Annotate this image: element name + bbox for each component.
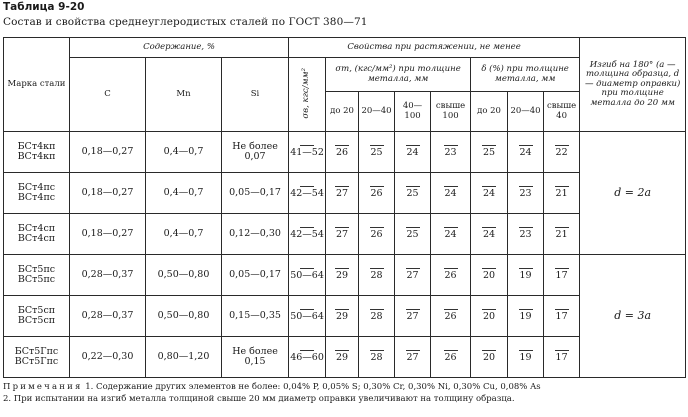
dash-mark bbox=[482, 309, 496, 310]
sigma-b-header bbox=[289, 58, 326, 132]
sigma-t-cell bbox=[395, 173, 431, 214]
grade-cell bbox=[4, 337, 70, 378]
dash-mark bbox=[335, 227, 349, 228]
sigma-t-cell bbox=[395, 337, 431, 378]
grade-name: БСт4кп bbox=[17, 140, 56, 152]
grade-name: БСт5Гпс bbox=[14, 345, 59, 357]
silicon-cell: Не более 0,07 bbox=[222, 132, 289, 173]
sigma-t-value: 28 bbox=[370, 270, 383, 282]
dash-mark bbox=[482, 227, 496, 228]
sigma-t-cell bbox=[431, 255, 471, 296]
thickness-header: 40—100 bbox=[395, 92, 431, 132]
delta-cell bbox=[544, 337, 580, 378]
dash-mark bbox=[406, 268, 420, 269]
sigma-t-value: 25 bbox=[406, 229, 419, 241]
sigma-b-cell bbox=[289, 214, 326, 255]
delta-cell bbox=[471, 337, 508, 378]
sigma-t-value: 24 bbox=[444, 229, 457, 241]
sigma-b-value: 42—54 bbox=[290, 188, 324, 200]
sigma-t-value: 26 bbox=[370, 188, 383, 200]
sigma-b-label: σв, кгс/мм² bbox=[301, 67, 312, 119]
manganese-cell: 0,50—0,80 bbox=[146, 296, 222, 337]
delta-cell bbox=[508, 296, 544, 337]
dash-mark bbox=[555, 350, 569, 351]
sigma-t-cell bbox=[395, 214, 431, 255]
carbon-cell: 0,28—0,37 bbox=[70, 255, 146, 296]
delta-cell bbox=[471, 296, 508, 337]
grade-cell bbox=[4, 173, 70, 214]
table-row bbox=[4, 132, 686, 173]
dash-mark bbox=[555, 227, 569, 228]
sigma-t-value: 27 bbox=[406, 311, 419, 323]
delta-value: 21 bbox=[555, 229, 568, 241]
sigma-t-cell bbox=[395, 255, 431, 296]
sigma-t-value: 24 bbox=[406, 147, 419, 159]
delta-value: 17 bbox=[555, 352, 568, 364]
delta-cell bbox=[544, 214, 580, 255]
sigma-t-value: 23 bbox=[444, 147, 457, 159]
sigma-t-value: 26 bbox=[444, 352, 457, 364]
table-number: Таблица 9-20 bbox=[3, 1, 85, 13]
table-body bbox=[4, 132, 686, 378]
sigma-b-cell bbox=[289, 132, 326, 173]
delta-value: 17 bbox=[555, 270, 568, 282]
delta-cell bbox=[508, 337, 544, 378]
dash-mark bbox=[406, 227, 420, 228]
dash-mark bbox=[370, 268, 384, 269]
dash-mark bbox=[519, 227, 533, 228]
sigma-t-cell bbox=[431, 173, 471, 214]
sigma-t-value: 29 bbox=[335, 352, 349, 364]
dash-mark bbox=[300, 145, 314, 146]
grade-name: БСт4пс bbox=[17, 181, 56, 193]
sigma-b-value: 41—52 bbox=[290, 147, 324, 159]
sigma-b-cell bbox=[289, 296, 326, 337]
table-row bbox=[4, 255, 686, 296]
dash-mark bbox=[444, 145, 458, 146]
sigma-t-value: 28 bbox=[370, 352, 383, 364]
dash-mark bbox=[482, 145, 496, 146]
dash-mark bbox=[335, 350, 349, 351]
sigma-t-cell bbox=[359, 337, 395, 378]
dash-mark bbox=[300, 186, 314, 187]
tensile-header: Свойства при растяжении, не менее bbox=[289, 38, 580, 58]
composition-header: Содержание, % bbox=[70, 38, 289, 58]
grade-cell bbox=[4, 255, 70, 296]
delta-value: 24 bbox=[519, 147, 532, 159]
dash-mark bbox=[370, 227, 384, 228]
note-1 bbox=[3, 381, 685, 393]
silicon-cell: 0,05—0,17 bbox=[222, 255, 289, 296]
manganese-header: Mn bbox=[146, 58, 222, 132]
dash-mark bbox=[370, 309, 384, 310]
dash-mark bbox=[444, 309, 458, 310]
delta-cell bbox=[544, 173, 580, 214]
sigma-t-value: 27 bbox=[335, 229, 349, 241]
sigma-t-value: 29 bbox=[335, 311, 349, 323]
dash-mark bbox=[444, 350, 458, 351]
manganese-cell: 0,50—0,80 bbox=[146, 255, 222, 296]
sigma-t-value: 25 bbox=[370, 147, 383, 159]
sigma-t-value: 26 bbox=[444, 270, 457, 282]
steel-properties-table bbox=[3, 37, 686, 378]
delta-value: 23 bbox=[519, 188, 532, 200]
carbon-cell: 0,28—0,37 bbox=[70, 296, 146, 337]
sigma-t-cell bbox=[326, 214, 359, 255]
delta-cell bbox=[471, 214, 508, 255]
sigma-t-value: 25 bbox=[406, 188, 419, 200]
dash-mark bbox=[519, 268, 533, 269]
bend-value-cell: d = 2a bbox=[580, 132, 686, 255]
manganese-cell: 0,4—0,7 bbox=[146, 132, 222, 173]
grade-name: ВСт4пс bbox=[17, 192, 56, 203]
thickness-header: 20—40 bbox=[359, 92, 395, 132]
delta-cell bbox=[508, 214, 544, 255]
bend-header: Изгиб на 180° (a — толщина образца, d — диаметр оправки) при толщине металла до 20 мм bbox=[580, 38, 686, 132]
dash-mark bbox=[482, 350, 496, 351]
dash-mark bbox=[300, 227, 314, 228]
delta-value: 20 bbox=[482, 311, 496, 323]
sigma-t-value: 29 bbox=[335, 270, 349, 282]
notes-title: Примечания bbox=[3, 382, 83, 392]
dash-mark bbox=[335, 186, 349, 187]
sigma-t-cell bbox=[326, 173, 359, 214]
delta-thickness-header: до 20 bbox=[471, 92, 508, 132]
sigma-t-cell bbox=[359, 296, 395, 337]
grade-cell bbox=[4, 132, 70, 173]
sigma-b-value: 50—64 bbox=[290, 270, 324, 282]
dash-mark bbox=[370, 186, 384, 187]
grade-cell bbox=[4, 296, 70, 337]
delta-cell bbox=[508, 173, 544, 214]
sigma-t-value: 27 bbox=[406, 270, 419, 282]
carbon-cell: 0,18—0,27 bbox=[70, 173, 146, 214]
dash-mark bbox=[555, 145, 569, 146]
dash-mark bbox=[335, 309, 349, 310]
sigma-t-cell bbox=[326, 132, 359, 173]
sigma-t-cell bbox=[431, 296, 471, 337]
dash-mark bbox=[519, 145, 533, 146]
sigma-t-value: 26 bbox=[444, 311, 457, 323]
sigma-t-value: 26 bbox=[335, 147, 349, 159]
dash-mark bbox=[444, 186, 458, 187]
sigma-t-value: 27 bbox=[335, 188, 349, 200]
sigma-b-cell bbox=[289, 173, 326, 214]
dash-mark bbox=[482, 268, 496, 269]
sigma-t-cell bbox=[326, 255, 359, 296]
dash-mark bbox=[555, 309, 569, 310]
manganese-cell: 0,4—0,7 bbox=[146, 214, 222, 255]
grade-name: ВСт5Гпс bbox=[14, 356, 59, 367]
sigma-t-header: σт, (кгс/мм²) при толщине металла, мм bbox=[326, 58, 471, 92]
sigma-t-value: 26 bbox=[370, 229, 383, 241]
delta-value: 19 bbox=[519, 311, 532, 323]
carbon-cell: 0,22—0,30 bbox=[70, 337, 146, 378]
dash-mark bbox=[406, 350, 420, 351]
sigma-t-value: 24 bbox=[444, 188, 457, 200]
dash-mark bbox=[370, 350, 384, 351]
bend-value-cell: d = 3a bbox=[580, 255, 686, 378]
sigma-t-cell bbox=[359, 214, 395, 255]
delta-value: 25 bbox=[482, 147, 496, 159]
note-text: 1. Содержание других элементов не более: 0,04% P, 0,05% S; 0,30% Cr, 0,30% Ni, 0,30% Cu, 0,08% As bbox=[85, 382, 541, 392]
delta-cell bbox=[471, 173, 508, 214]
sigma-t-cell bbox=[359, 132, 395, 173]
dash-mark bbox=[482, 186, 496, 187]
grade-name: ВСт4кп bbox=[17, 151, 56, 162]
carbon-cell: 0,18—0,27 bbox=[70, 132, 146, 173]
delta-cell bbox=[508, 132, 544, 173]
grade-name: ВСт5пс bbox=[17, 274, 56, 285]
dash-mark bbox=[406, 145, 420, 146]
table-notes bbox=[3, 381, 685, 405]
dash-mark bbox=[335, 268, 349, 269]
grade-name: БСт4сп bbox=[17, 222, 56, 234]
delta-value: 24 bbox=[482, 229, 496, 241]
sigma-t-cell bbox=[359, 255, 395, 296]
sigma-t-value: 28 bbox=[370, 311, 383, 323]
dash-mark bbox=[519, 350, 533, 351]
silicon-cell: 0,05—0,17 bbox=[222, 173, 289, 214]
sigma-t-cell bbox=[359, 173, 395, 214]
delta-cell bbox=[471, 132, 508, 173]
manganese-cell: 0,4—0,7 bbox=[146, 173, 222, 214]
delta-cell bbox=[471, 255, 508, 296]
manganese-cell: 0,80—1,20 bbox=[146, 337, 222, 378]
delta-value: 24 bbox=[482, 188, 496, 200]
dash-mark bbox=[406, 309, 420, 310]
grade-name: ВСт4сп bbox=[17, 233, 56, 244]
dash-mark bbox=[335, 145, 349, 146]
sigma-b-value: 42—54 bbox=[290, 229, 324, 241]
thickness-header: свыше 100 bbox=[431, 92, 471, 132]
delta-cell bbox=[544, 296, 580, 337]
sigma-t-cell bbox=[395, 296, 431, 337]
sigma-b-value: 50—64 bbox=[290, 311, 324, 323]
carbon-header: C bbox=[70, 58, 146, 132]
delta-cell bbox=[508, 255, 544, 296]
sigma-t-cell bbox=[431, 214, 471, 255]
dash-mark bbox=[519, 186, 533, 187]
dash-mark bbox=[555, 186, 569, 187]
dash-mark bbox=[300, 350, 314, 351]
grade-header: Марка стали bbox=[4, 38, 70, 132]
delta-value: 23 bbox=[519, 229, 532, 241]
thickness-header: до 20 bbox=[326, 92, 359, 132]
delta-value: 19 bbox=[519, 352, 532, 364]
sigma-t-cell bbox=[395, 132, 431, 173]
delta-cell bbox=[544, 132, 580, 173]
delta-thickness-header: свыше 40 bbox=[544, 92, 580, 132]
grade-name: БСт5пс bbox=[17, 263, 56, 275]
dash-mark bbox=[444, 268, 458, 269]
note-2: 2. При испытании на изгиб металла толщиной свыше 20 мм диаметр оправки увеличивают на толщину образца. bbox=[3, 394, 515, 404]
grade-cell bbox=[4, 214, 70, 255]
silicon-header: Si bbox=[222, 58, 289, 132]
grade-name: БСт5сп bbox=[17, 304, 56, 316]
dash-mark bbox=[444, 227, 458, 228]
carbon-cell: 0,18—0,27 bbox=[70, 214, 146, 255]
delta-cell bbox=[544, 255, 580, 296]
delta-value: 19 bbox=[519, 270, 532, 282]
table-caption: Состав и свойства среднеуглеродистых сталей по ГОСТ 380—71 bbox=[3, 16, 368, 28]
sigma-t-cell bbox=[326, 337, 359, 378]
sigma-b-value: 46—60 bbox=[290, 352, 324, 364]
delta-value: 20 bbox=[482, 352, 496, 364]
delta-value: 20 bbox=[482, 270, 496, 282]
delta-value: 22 bbox=[555, 147, 568, 159]
silicon-cell: 0,15—0,35 bbox=[222, 296, 289, 337]
sigma-t-value: 27 bbox=[406, 352, 419, 364]
dash-mark bbox=[555, 268, 569, 269]
grade-name: ВСт5сп bbox=[17, 315, 56, 326]
silicon-cell: 0,12—0,30 bbox=[222, 214, 289, 255]
dash-mark bbox=[300, 309, 314, 310]
delta-header: δ (%) при толщине металла, мм bbox=[471, 58, 580, 92]
dash-mark bbox=[406, 186, 420, 187]
delta-value: 21 bbox=[555, 188, 568, 200]
dash-mark bbox=[519, 309, 533, 310]
delta-value: 17 bbox=[555, 311, 568, 323]
sigma-b-cell bbox=[289, 337, 326, 378]
sigma-t-cell bbox=[431, 337, 471, 378]
delta-thickness-header: 20—40 bbox=[508, 92, 544, 132]
sigma-t-cell bbox=[326, 296, 359, 337]
silicon-cell: Не более 0,15 bbox=[222, 337, 289, 378]
sigma-b-cell bbox=[289, 255, 326, 296]
sigma-t-cell bbox=[431, 132, 471, 173]
dash-mark bbox=[370, 145, 384, 146]
dash-mark bbox=[300, 268, 314, 269]
